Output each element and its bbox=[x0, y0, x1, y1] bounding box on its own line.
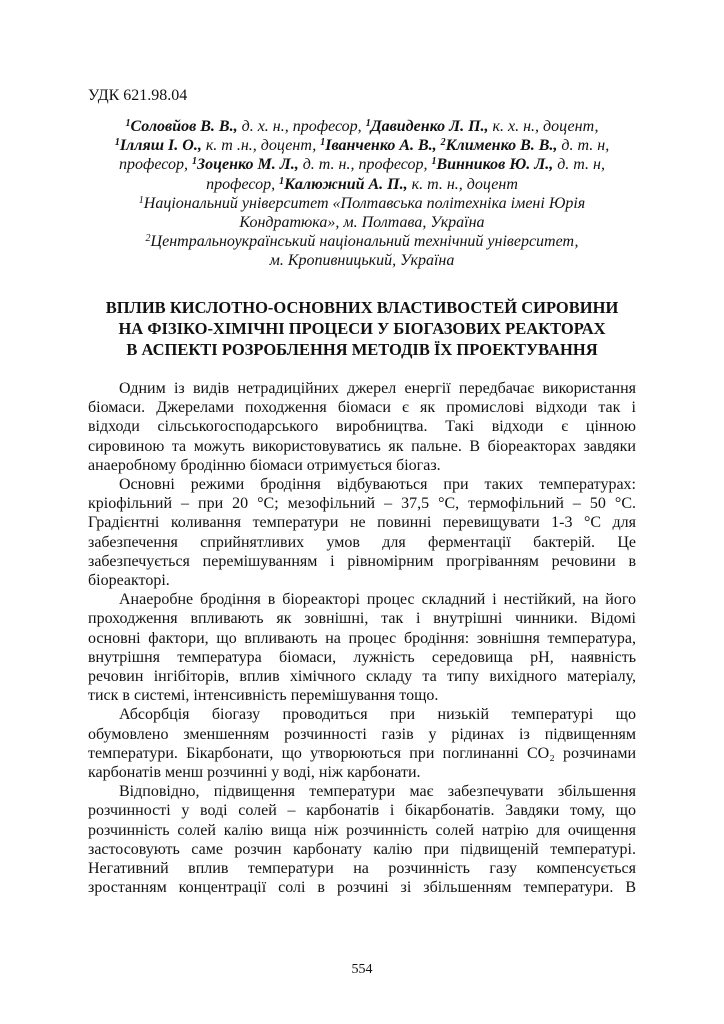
text-line: розчинність солей калію вища ніж розчинність солей натрію для очищення bbox=[88, 821, 636, 839]
title-line: ВПЛИВ КИСЛОТНО-ОСНОВНИХ ВЛАСТИВОСТЕЙ СИРОВИНИ bbox=[105, 298, 619, 317]
affiliation-mark: 2 bbox=[145, 233, 151, 245]
author-degree: м. Кропивницький, Україна bbox=[269, 252, 455, 270]
article-title bbox=[80, 297, 644, 360]
text-line: карбонатів менш розчинні у воді, ніж карбонати. bbox=[88, 764, 421, 782]
text-line: забезпечення сприйнятливих умов для ферментації бактерій. Це bbox=[88, 533, 636, 551]
text-line: внутрішня температура біомаси, лужність середовища pH, наявність bbox=[88, 648, 636, 666]
affiliation-mark: 1 bbox=[191, 156, 197, 168]
author-degree: к. х. н., доцент, bbox=[488, 118, 599, 135]
udk-code: УДК 621.98.04 bbox=[88, 87, 188, 104]
paragraph bbox=[88, 379, 636, 475]
text-line: речовин інгібіторів, вплив хімічного складу та типу вихідного матеріалу, bbox=[88, 668, 636, 686]
author-degree: д. т. н., професор, bbox=[298, 156, 432, 174]
author-degree: Національний університет «Полтавська політехніка імені Юрія bbox=[143, 194, 586, 212]
text-line: розчинності у воді солей – карбонатів і бікарбонатів. Завдяки тому, що bbox=[88, 802, 636, 820]
text-line: зростанням концентрації солі в розчині зі збільшенням температури. В bbox=[88, 879, 636, 897]
author-line bbox=[80, 232, 644, 251]
text-line: Градієнтні коливання температури не повинні перевищувати 1-3 °С для bbox=[88, 514, 636, 532]
author-degree: Центральноукраїнський національний технічний університет, bbox=[150, 233, 579, 251]
affiliation-mark: 2 bbox=[440, 137, 446, 149]
author-line bbox=[80, 175, 644, 194]
affiliation-mark: 1 bbox=[320, 137, 326, 149]
text-line: застосовують саме розчин карбонату калію при підвищеній температурі. bbox=[88, 840, 636, 858]
affiliation-mark: 1 bbox=[279, 175, 285, 187]
author-line bbox=[80, 251, 644, 270]
text-line: Відповідно, підвищення температури має забезпечувати збільшення bbox=[119, 783, 636, 801]
affiliation-mark: 1 bbox=[431, 156, 437, 168]
author-name: Іванченко А. В., bbox=[325, 137, 441, 155]
text-line: тиск в системі, інтенсивність перемішування тощо. bbox=[88, 687, 439, 705]
paragraph bbox=[88, 782, 636, 897]
text-line: біореакторі. bbox=[88, 572, 170, 590]
author-degree: д. т. н, bbox=[553, 156, 605, 174]
author-line bbox=[80, 136, 644, 155]
text-line: обумовлено зменшенням розчинності газів у рідинах із підвищенням bbox=[88, 725, 636, 743]
text-line: Абсорбція біогазу проводиться при низькій температурі що bbox=[119, 706, 636, 724]
paragraph bbox=[88, 475, 636, 590]
title-line: В АСПЕКТІ РОЗРОБЛЕННЯ МЕТОДІВ ЇХ ПРОЕКТУВАННЯ bbox=[126, 340, 598, 359]
affiliation-mark: 1 bbox=[114, 137, 120, 149]
author-name: Давиденко Л. П., bbox=[370, 118, 489, 135]
author-name: Ілляш І. О., bbox=[119, 137, 202, 155]
article-body bbox=[88, 379, 636, 897]
affiliation-mark: 1 bbox=[138, 194, 144, 206]
text-line: Анаеробне бродіння в біореакторі процес складний і нестійкий, на його bbox=[119, 591, 636, 609]
author-degree: д. х. н., професор, bbox=[237, 118, 366, 135]
author-line bbox=[80, 155, 644, 174]
author-degree: Кондратюка», м. Полтава, Україна bbox=[239, 214, 485, 232]
text-line: біомаси. Джерелами походження біомаси є як промислові відходи так і bbox=[88, 399, 636, 417]
affiliation-mark: 1 bbox=[365, 118, 371, 129]
author-degree: д. т. н, bbox=[557, 137, 610, 155]
text-line: основні фактори, що впливають на процес бродіння: зовнішня температура, bbox=[88, 629, 636, 647]
author-degree: к. т .н., доцент, bbox=[201, 137, 321, 155]
author-name: Зоценко М. Л., bbox=[196, 156, 299, 174]
text-line: анаеробному бродінню біомаси отримується біогаз. bbox=[88, 456, 441, 474]
text-line: відходи сільськогосподарського виробництва. Такі відходи є цінною bbox=[88, 418, 636, 436]
author-line bbox=[80, 117, 644, 136]
text-line: проходження впливають як зовнішні, так і внутрішні чинники. Відомі bbox=[88, 610, 636, 628]
author-line bbox=[80, 194, 644, 213]
authors-block bbox=[80, 117, 644, 271]
text-line: сировиною та можуть використовуватись як пальне. В біореакторах завдяки bbox=[88, 437, 636, 455]
author-name: Клименко В. В., bbox=[445, 137, 558, 155]
author-name: Винников Ю. Л., bbox=[436, 156, 554, 174]
affiliation-mark: 1 bbox=[125, 118, 131, 129]
text-line: забезпечується перемішуванням і рівномірним прогріванням речовини в bbox=[88, 552, 636, 570]
title-line: НА ФІЗІКО-ХІМІЧНІ ПРОЦЕСИ У БІОГАЗОВИХ РЕАКТОРАХ bbox=[118, 319, 606, 338]
page-number: 554 bbox=[351, 962, 373, 977]
author-degree: професор, bbox=[206, 175, 280, 193]
author-degree: к. т. н., доцент bbox=[407, 175, 518, 193]
text-line: Основні режими бродіння відбуваються при таких температурах: bbox=[119, 476, 636, 494]
text-line: Одним із видів нетрадиційних джерел енергії передбачає використання bbox=[119, 380, 636, 397]
paragraph bbox=[88, 590, 636, 705]
author-line bbox=[80, 213, 644, 232]
text-line: температури. Бікарбонати, що утворюються при поглинанні CO₂ розчинами bbox=[88, 744, 636, 762]
author-name: Калюжний А. П., bbox=[284, 175, 408, 193]
text-line: Негативний вплив температури на розчинність газу компенсується bbox=[88, 860, 636, 878]
text-line: кріофільний – при 20 °С; мезофільний – 37,5 °С, термофільний – 50 °С. bbox=[88, 495, 636, 513]
author-name: Соловйов В. В., bbox=[130, 118, 238, 135]
author-degree: професор, bbox=[119, 156, 192, 174]
paragraph bbox=[88, 705, 636, 782]
